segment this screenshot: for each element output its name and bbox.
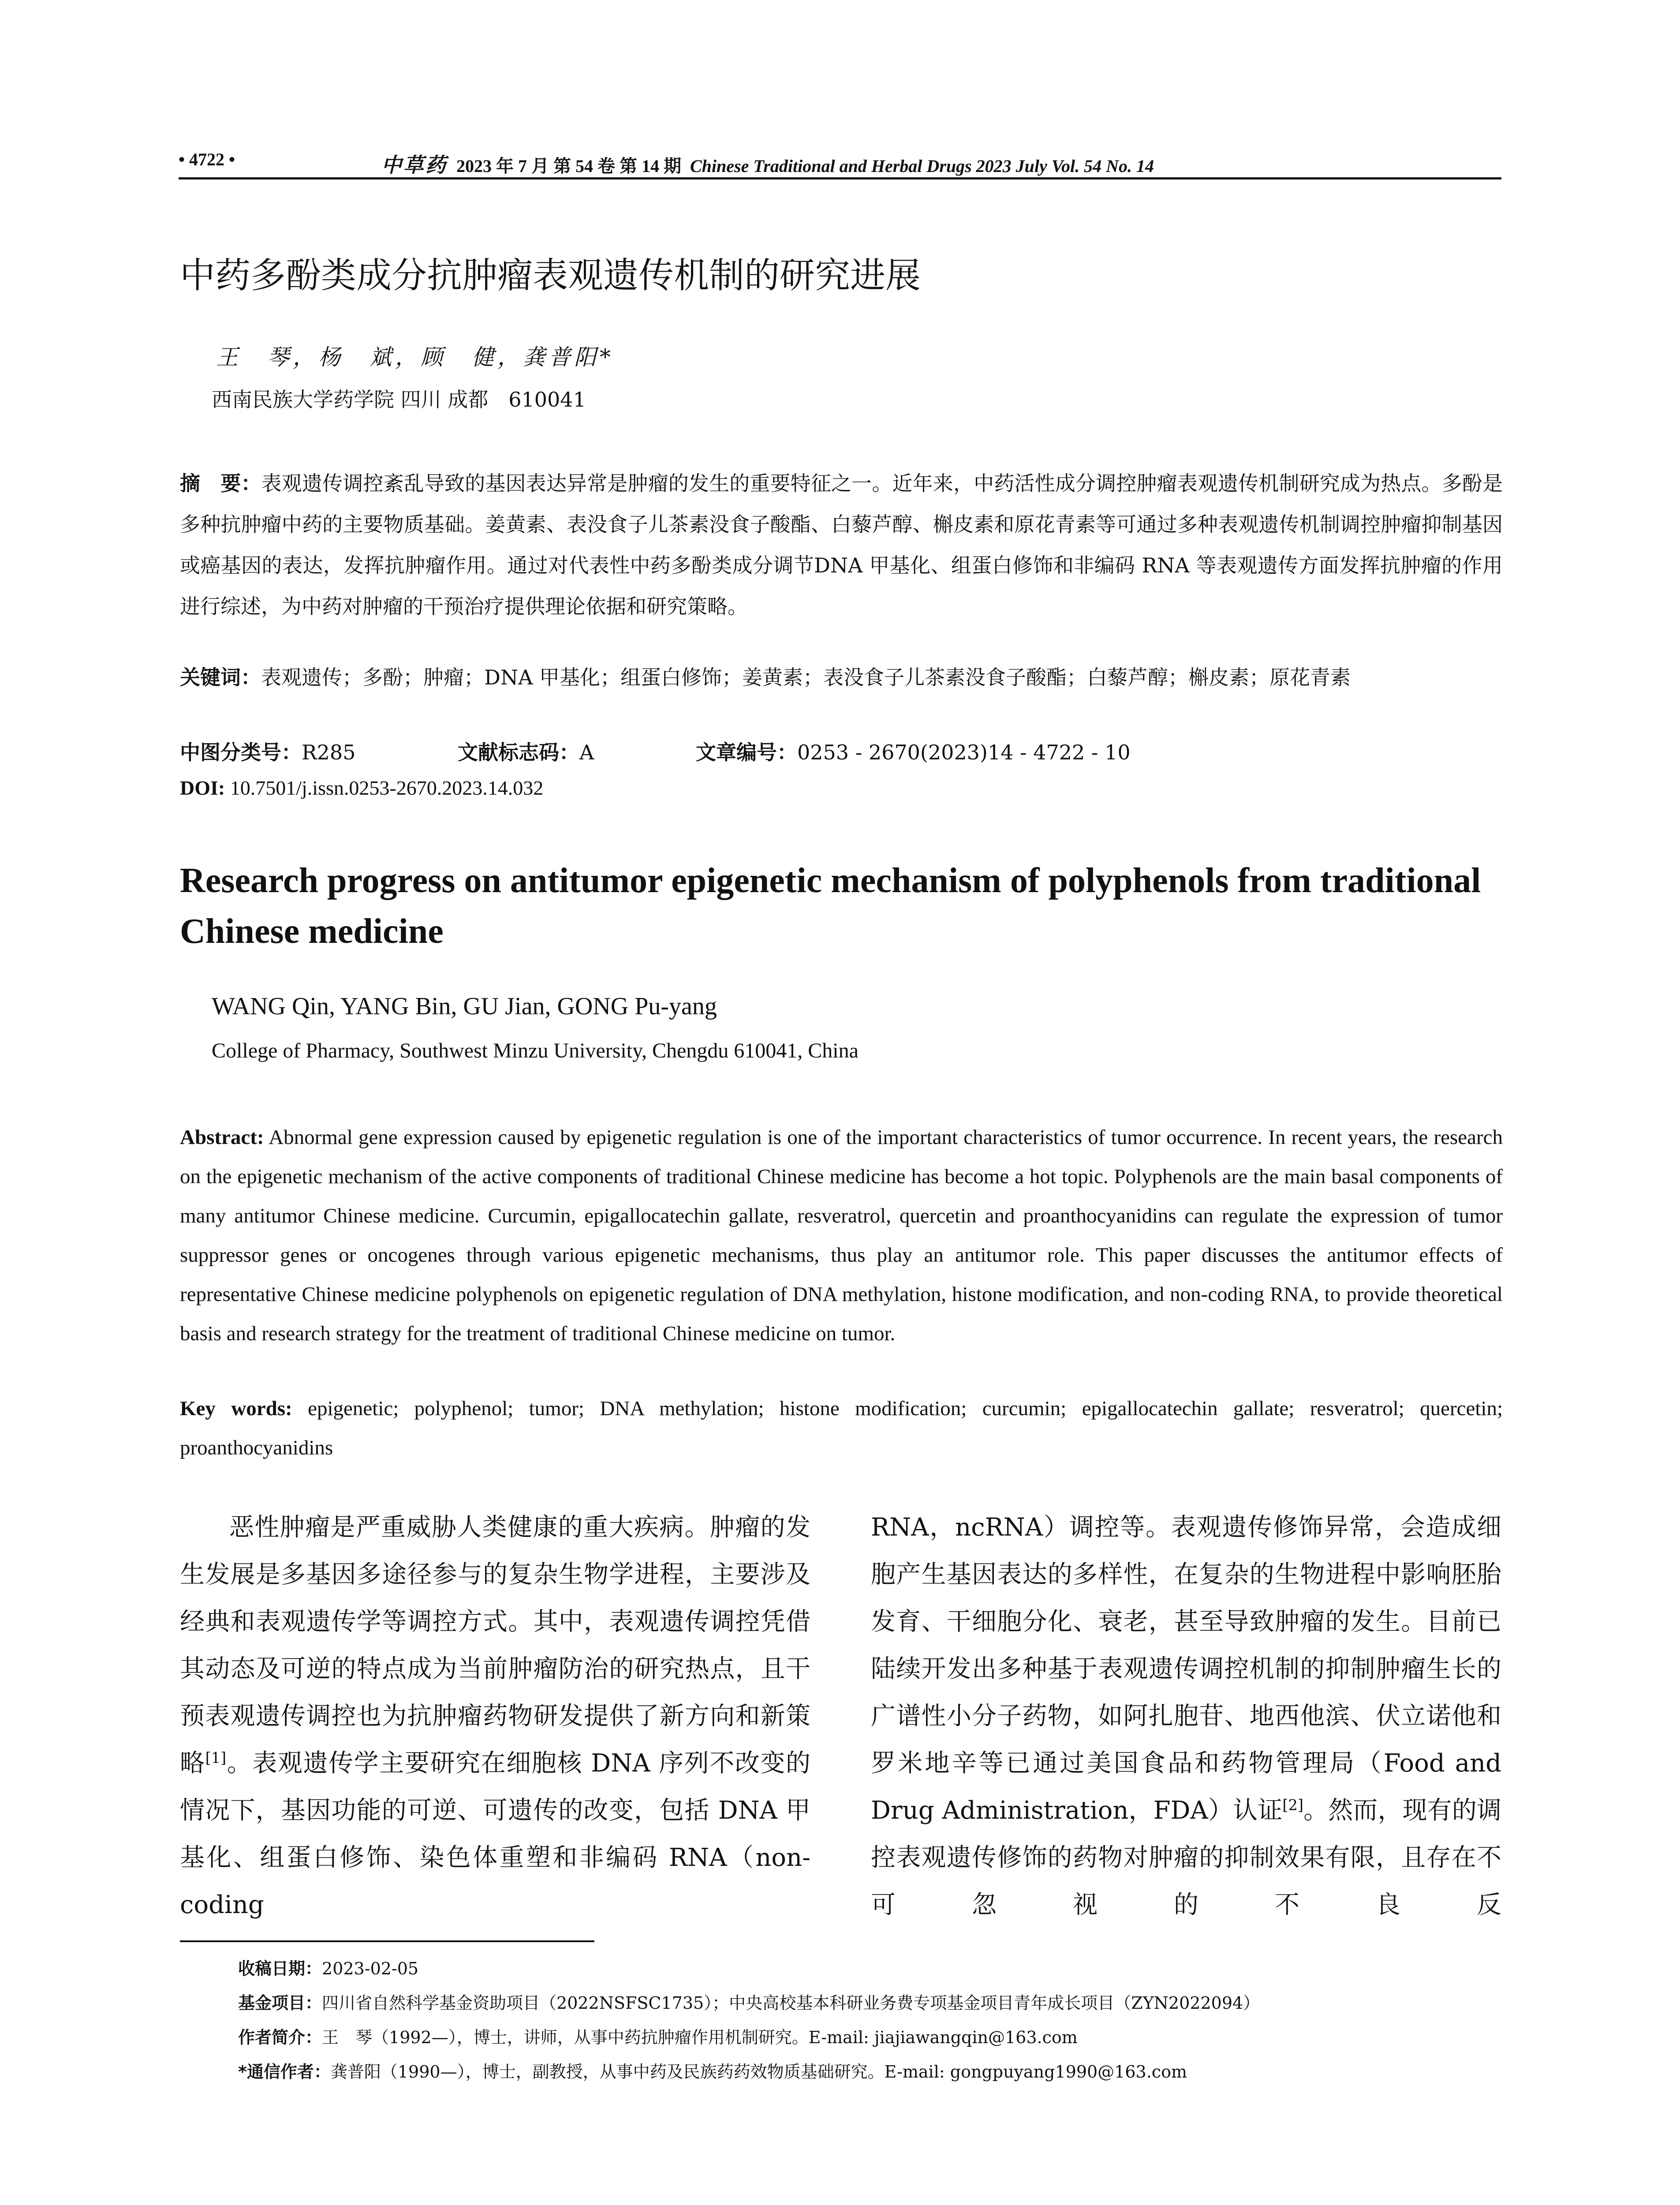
abstract-cn-text: 表观遗传调控紊乱导致的基因表达异常是肿瘤的发生的重要特征之一。近年来，中药活性成分调控肿瘤表观遗传机制研究成为热点。多酚是多种抗肿瘤中药的主要物质基础。姜黄素、表没食子儿茶素没食子酸酯、白藜芦醇、槲皮素和原花青素等可通过多种表观遗传机制调控肿瘤抑制基因或癌基因的表达，发挥抗肿瘤作用。通过对代表性中药多酚类成分调节DNA 甲基化、组蛋白修饰和非编码 RNA 等表观遗传方面发挥抗肿瘤的作用进行综述，为中药对肿瘤的干预治疗提供理论依据和研究策略。 bbox=[180, 471, 1503, 618]
doi-link[interactable]: 10.7501/j.issn.0253-2670.2023.14.032 bbox=[230, 777, 544, 799]
citation-ref-2[interactable]: [2] bbox=[1282, 1796, 1303, 1814]
affiliation-cn: 西南民族大学药学院 四川 成都 610041 bbox=[212, 388, 586, 411]
keywords-cn-label: 关键词： bbox=[180, 665, 261, 689]
running-header bbox=[179, 146, 1501, 179]
journal-issue-en: Chinese Traditional and Herbal Drugs 2023 July Vol. 54 No. 14 bbox=[690, 156, 1154, 176]
body-right-text-1: RNA，ncRNA）调控等。表观遗传修饰异常，会造成细胞产生基因表达的多样性，在复杂的生物进程中影响胚胎发育、干细胞分化、衰老，甚至导致肿瘤的发生。目前已陆续开发出多种基于表观遗传调控机制的抑制肿瘤生长的广谱性小分子药物，如阿扎胞苷、地西他滨、伏立诺他和罗米地辛等已通过美国食品和药物管理局（Food and Drug Administration，FDA）认证 bbox=[871, 1513, 1501, 1825]
paper-title-cn: 中药多酚类成分抗肿瘤表观遗传机制的研究进展 bbox=[180, 255, 921, 296]
body-left-text-2: 。表观遗传学主要研究在细胞核 DNA 序列不改变的情况下，基因功能的可逆、可遗传的改变，包括 DNA 甲基化、组蛋白修饰、染色体重塑和非编码 RNA（non-coding bbox=[180, 1749, 810, 1919]
abstract-cn bbox=[180, 463, 1503, 627]
body-right-text-2: 。然而，现有的调控表观遗传修饰的药物对肿瘤的抑制效果有限，且存在不可忽视的不良反 bbox=[871, 1796, 1502, 1919]
received-label: 收稿日期： bbox=[238, 1959, 322, 1978]
article-no-label: 文章编号： bbox=[696, 740, 797, 764]
clc-item bbox=[180, 736, 458, 766]
classification-line bbox=[180, 736, 1131, 766]
clc-label: 中图分类号： bbox=[180, 740, 302, 764]
citation-ref-1[interactable]: [1] bbox=[205, 1749, 227, 1767]
doc-code-value: A bbox=[579, 740, 594, 764]
authors-en: WANG Qin, YANG Bin, GU Jian, GONG Pu-yang bbox=[212, 993, 717, 1020]
abstract-en-label: Abstract: bbox=[180, 1126, 264, 1149]
footnotes bbox=[238, 1951, 1504, 2089]
footnote-author-bio bbox=[238, 2020, 1504, 2055]
doc-code-label: 文献标志码： bbox=[458, 740, 579, 764]
footnote-fund bbox=[238, 1986, 1504, 2020]
doi-label: DOI: bbox=[180, 777, 225, 799]
doc-code-item bbox=[458, 736, 696, 766]
keywords-cn bbox=[180, 657, 1503, 698]
keywords-cn-text: 表观遗传；多酚；肿瘤；DNA 甲基化；组蛋白修饰；姜黄素；表没食子儿茶素没食子酸酯；白藜芦醇；槲皮素；原花青素 bbox=[261, 665, 1351, 689]
bio-label: 作者简介： bbox=[238, 2028, 322, 2047]
received-date: 2023-02-05 bbox=[322, 1959, 419, 1978]
affiliation-en: College of Pharmacy, Southwest Minzu University, Chengdu 610041, China bbox=[212, 1039, 859, 1062]
body-column-left bbox=[180, 1504, 810, 1928]
fund-label: 基金项目： bbox=[238, 1993, 322, 2013]
fund-text: 四川省自然科学基金资助项目（2022NSFSC1735）；中央高校基本科研业务费专项基金项目青年成长项目（ZYN2022094） bbox=[322, 1993, 1260, 2013]
article-no-value: 0253 - 2670(2023)14 - 4722 - 10 bbox=[797, 740, 1131, 764]
keywords-en-label: Key words: bbox=[180, 1397, 292, 1420]
clc-value: R285 bbox=[302, 740, 356, 764]
corr-label: *通信作者： bbox=[238, 2062, 331, 2082]
abstract-en-text: Abnormal gene expression caused by epigenetic regulation is one of the important characteristics of tumor occurrence. In recent years, the research on the epigenetic mechanism of the active components of traditional Chinese medicine has become a hot topic. Polyphenols are the main basal components of many antitumor Chinese medicine. Curcumin, epigallocatechin gallate, resveratrol, quercetin and proanthocyanidins can regulate the expression of tumor suppressor genes or oncogenes through various epigenetic mechanisms, thus play an antitumor role. This paper discusses the antitumor effects of representative Chinese medicine polyphenols on epigenetic regulation of DNA methylation, histone modification, and non-coding RNA, to provide theoretical basis and research strategy for the treatment of traditional Chinese medicine on tumor. bbox=[180, 1126, 1503, 1345]
bio-text: 王 琴（1992—），博士，讲师，从事中药抗肿瘤作用机制研究。E-mail: jiajiawangqin@163.com bbox=[322, 2028, 1078, 2047]
footnote-divider bbox=[180, 1940, 594, 1942]
body-column-right bbox=[871, 1504, 1501, 1928]
corr-text: 龚普阳（1990—），博士，副教授，从事中药及民族药药效物质基础研究。E-mail: gongpuyang1990@163.com bbox=[330, 2062, 1187, 2082]
body-left-text-1: 恶性肿瘤是严重威胁人类健康的重大疾病。肿瘤的发生发展是多基因多途径参与的复杂生物学进程，主要涉及经典和表观遗传学等调控方式。其中，表观遗传调控凭借其动态及可逆的特点成为当前肿瘤防治的研究热点，且干预表观遗传调控也为抗肿瘤药物研发提供了新方向和新策略 bbox=[180, 1513, 810, 1778]
abstract-en bbox=[180, 1118, 1503, 1353]
article-no-item bbox=[696, 736, 1131, 766]
journal-info bbox=[381, 149, 1154, 178]
page-number: • 4722 • bbox=[179, 149, 235, 169]
doi-line bbox=[180, 776, 543, 800]
keywords-en bbox=[180, 1389, 1503, 1468]
abstract-cn-label: 摘 要： bbox=[180, 471, 261, 495]
authors-cn: 王 琴，杨 斌，顾 健，龚普阳* bbox=[216, 344, 614, 370]
journal-logo: 中草药 bbox=[381, 153, 448, 177]
journal-issue-cn: 2023 年 7 月 第 54 卷 第 14 期 bbox=[456, 156, 681, 176]
footnote-received bbox=[238, 1951, 1504, 1986]
paper-title-en: Research progress on antitumor epigenetic mechanism of polyphenols from traditional Chinese medicine bbox=[180, 861, 1481, 951]
keywords-en-text: epigenetic; polyphenol; tumor; DNA methylation; histone modification; curcumin; epigallocatechin gallate; resveratrol; quercetin; proanthocyanidins bbox=[180, 1397, 1503, 1459]
footnote-corresponding bbox=[238, 2055, 1504, 2089]
